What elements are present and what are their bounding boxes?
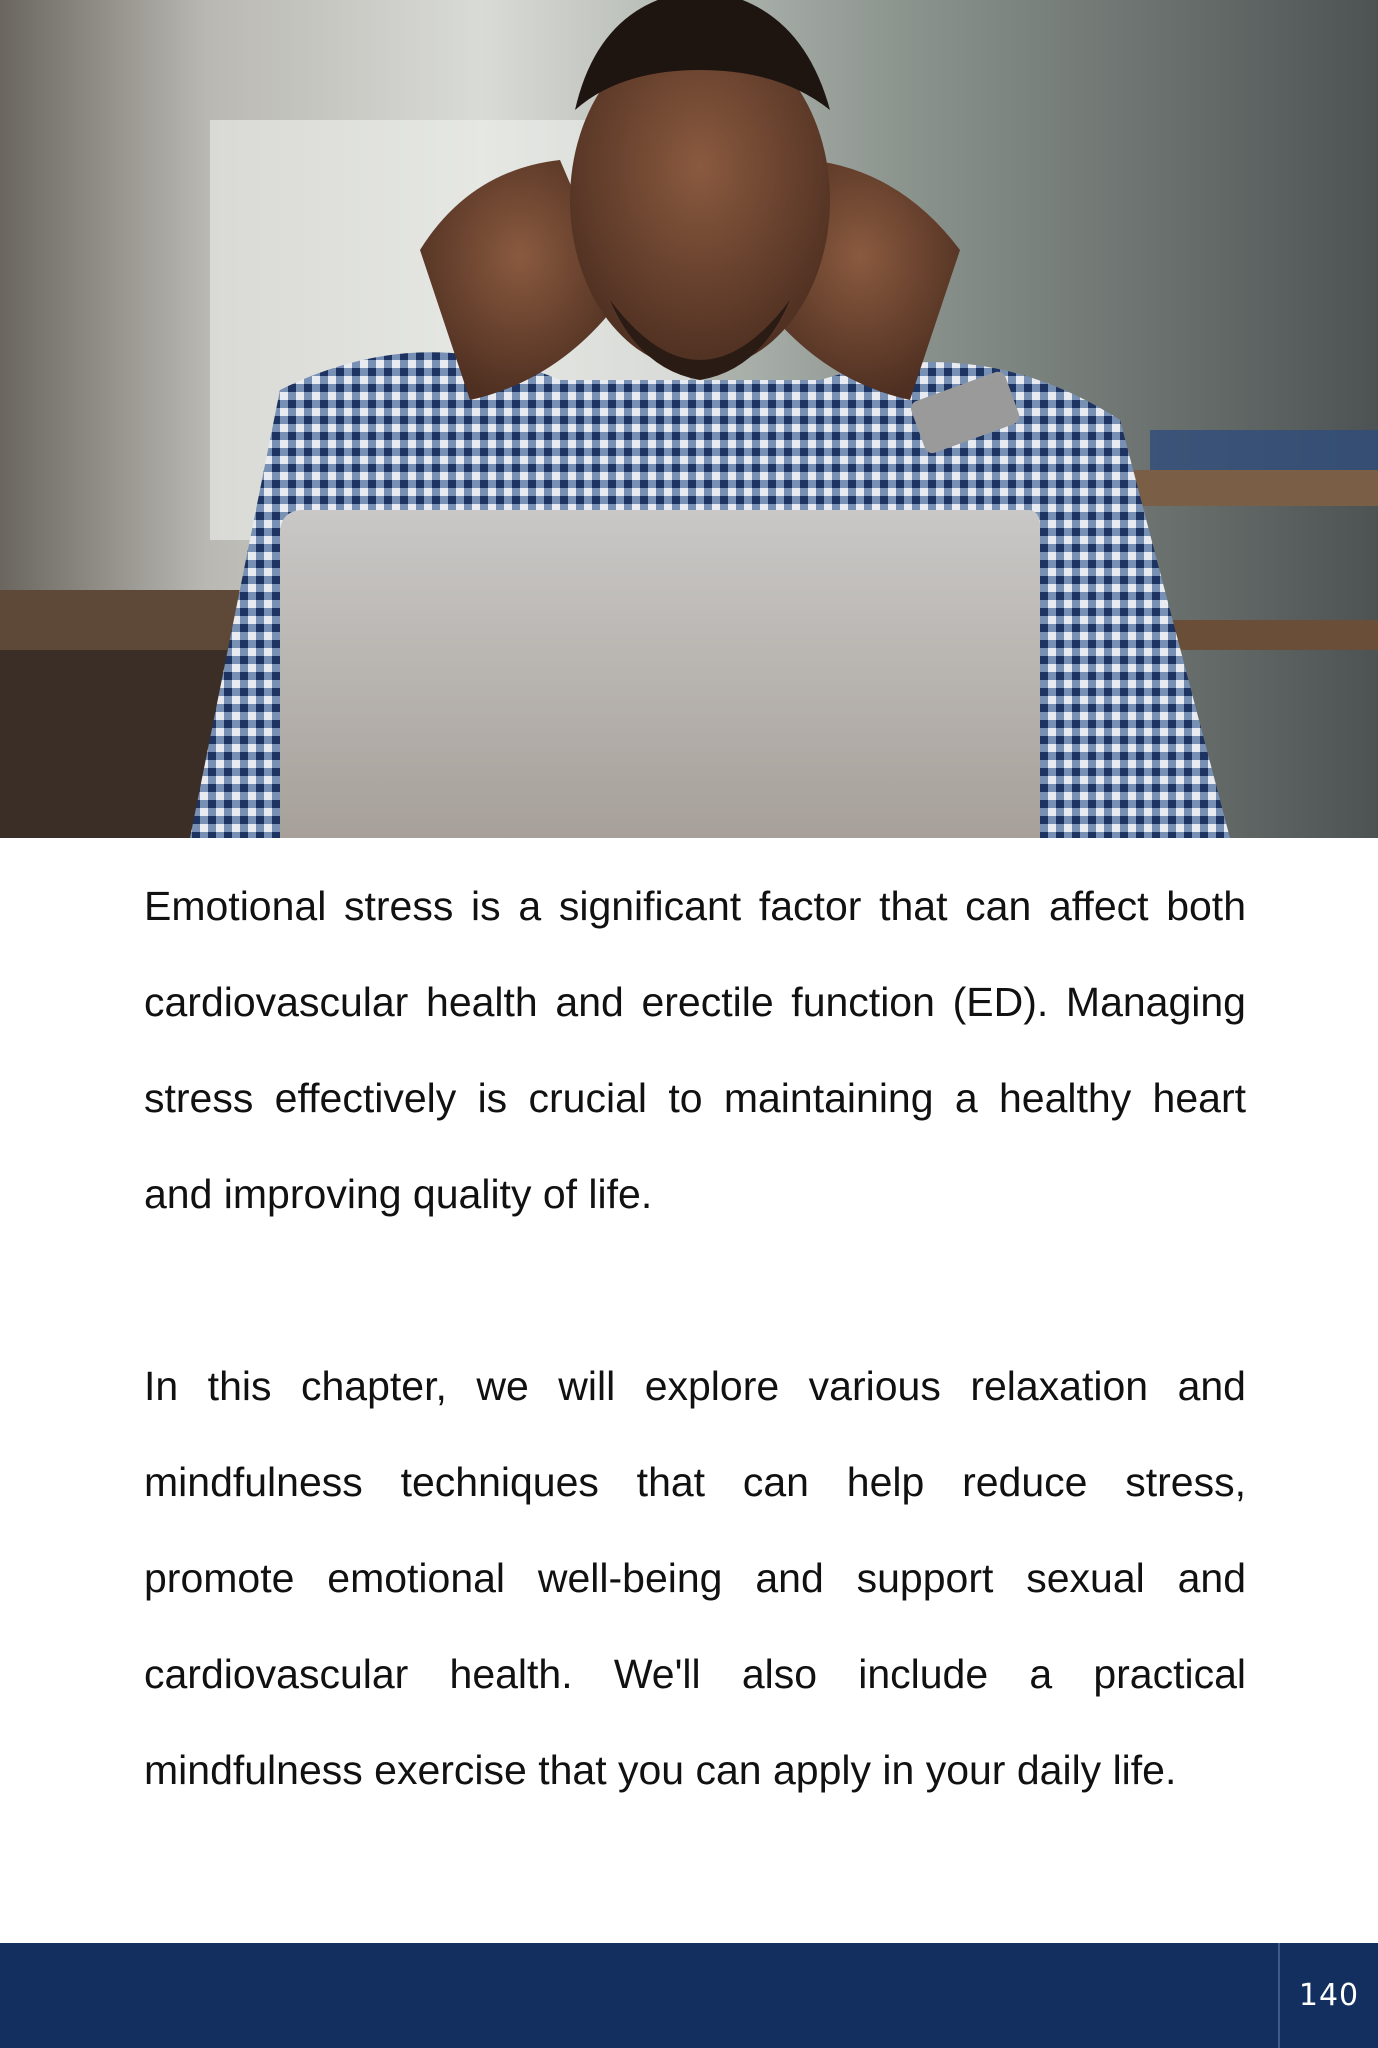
body-text <box>144 858 1246 1818</box>
page-footer <box>0 1943 1378 2048</box>
page-number: 140 <box>1278 1943 1378 2048</box>
header-photo <box>0 0 1378 838</box>
paragraph-stress-intro: Emotional stress is a significant factor that can affect both cardiovascular health and erectile function (ED). Managing stress effectively is crucial to maintaining a healthy heart and improving quality of life. <box>144 883 1246 1217</box>
paragraph-chapter-overview: In this chapter, we will explore various relaxation and mindfulness techniques that can help reduce stress, promote emotional well-being and support sexual and cardiovascular health. We'll also include a practical mindfulness exercise that you can apply in your daily life. <box>144 1363 1246 1793</box>
